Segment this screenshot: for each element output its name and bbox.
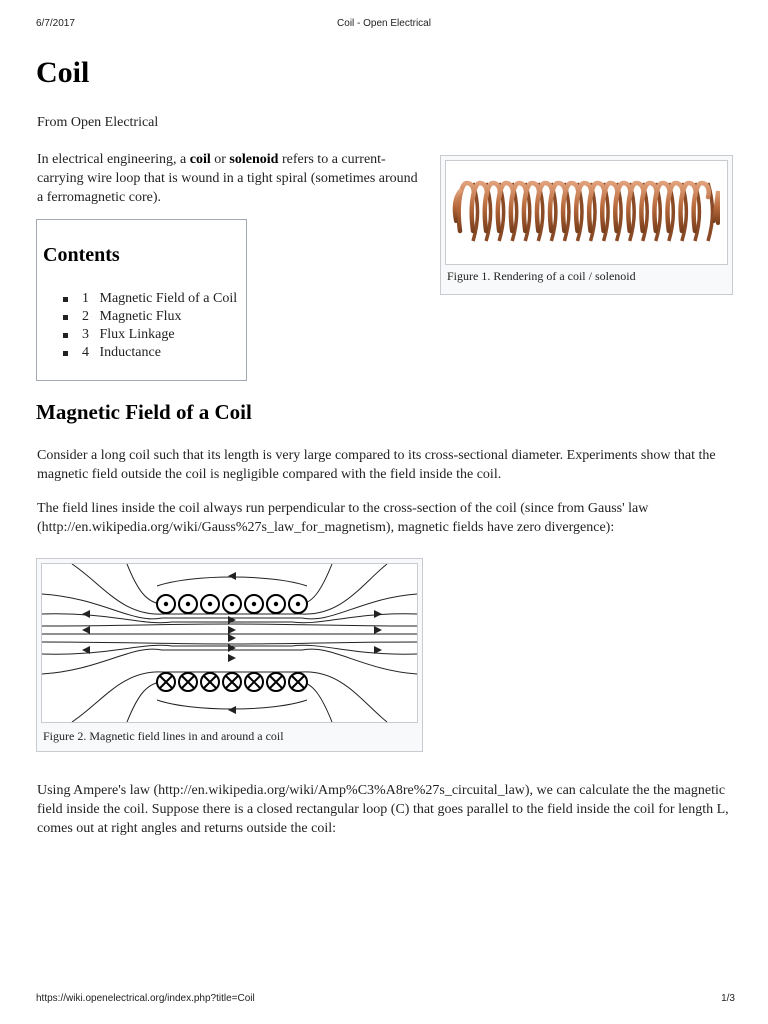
- figure-1-caption: Figure 1. Rendering of a coil / solenoid: [447, 269, 636, 283]
- conductor-dot: [208, 602, 212, 606]
- conductor-dot: [186, 602, 190, 606]
- conductors-out-of-page: [157, 595, 307, 613]
- toc-number: 2: [82, 309, 89, 324]
- toc-item-inductance[interactable]: [63, 344, 237, 362]
- field-lines-image[interactable]: [41, 563, 418, 723]
- toc-number: 1: [82, 291, 89, 306]
- paragraph-field-lines: The field lines inside the coil always run perpendicular to the cross-section of the coil (since from Gauss' law (http://en.wikipedia.org/wiki/Gauss%27s_law_for_magnetism), magnetic fields have zero divergence):: [37, 501, 649, 535]
- conductor-dot: [296, 602, 300, 606]
- section-heading: Magnetic Field of a Coil: [36, 400, 252, 424]
- intro-text-3: refers to a current-carrying wire loop that is wound in a tight spiral (sometimes around a ferromagnetic core).: [37, 152, 418, 205]
- page-title: Coil: [36, 56, 90, 89]
- coil-turn-front: [694, 183, 709, 231]
- toc-item-magnetic-flux[interactable]: [63, 308, 237, 326]
- conductor-dot: [230, 602, 234, 606]
- term-solenoid: solenoid: [229, 152, 279, 167]
- field-lines-diagram: [42, 564, 417, 722]
- toc-item-magnetic-field-of-a-coil[interactable]: [63, 290, 237, 308]
- figure-2-caption: Figure 2. Magnetic field lines in and around a coil: [43, 729, 284, 743]
- print-date: 6/7/2017: [36, 18, 75, 29]
- print-url: https://wiki.openelectrical.org/index.php?title=Coil: [36, 993, 255, 1004]
- intro-text-2: or: [210, 152, 230, 167]
- conductors-into-page: [157, 673, 307, 691]
- toc-link[interactable]: Magnetic Flux: [99, 309, 182, 324]
- toc-list: [63, 290, 237, 362]
- coil-lead-end: [714, 191, 718, 223]
- coil-illustration: [446, 161, 727, 264]
- figure-coil-rendering: [440, 155, 733, 295]
- conductor-dot: [274, 602, 278, 606]
- paragraph-field-intro: Consider a long coil such that its length is very large compared to its cross-sectional diameter. Experiments show that the magnetic field outside the coil is negligible compared with the field inside the coil.: [37, 448, 716, 482]
- toc-title: Contents: [43, 244, 120, 266]
- paragraph-amperes-law: Using Ampere's law (http://en.wikipedia.org/wiki/Amp%C3%A8re%27s_circuital_law), we can calculate the the magnetic field inside the coil. Suppose there is a closed rectangular loop (C) that goes parallel to the field inside the coil for length L, comes out at right angles and returns outside the coil:: [37, 783, 729, 836]
- toc-link[interactable]: Flux Linkage: [99, 327, 175, 342]
- site-subtitle: From Open Electrical: [37, 115, 159, 130]
- field-lines: [42, 564, 417, 722]
- figure-field-lines: [36, 558, 423, 752]
- print-title: Coil - Open Electrical: [337, 18, 431, 29]
- coil-image[interactable]: [445, 160, 728, 265]
- toc-link[interactable]: Inductance: [99, 345, 161, 360]
- intro-text-1: In electrical engineering, a: [37, 152, 190, 167]
- table-of-contents: [36, 219, 247, 381]
- toc-number: 4: [82, 345, 89, 360]
- intro-paragraph: [37, 150, 427, 207]
- toc-number: 3: [82, 327, 89, 342]
- conductor-dot: [164, 602, 168, 606]
- toc-link[interactable]: Magnetic Field of a Coil: [99, 291, 238, 306]
- print-page-number: 1/3: [721, 993, 735, 1004]
- toc-item-flux-linkage[interactable]: [63, 326, 237, 344]
- term-coil: coil: [189, 152, 211, 167]
- conductor-dot: [252, 602, 256, 606]
